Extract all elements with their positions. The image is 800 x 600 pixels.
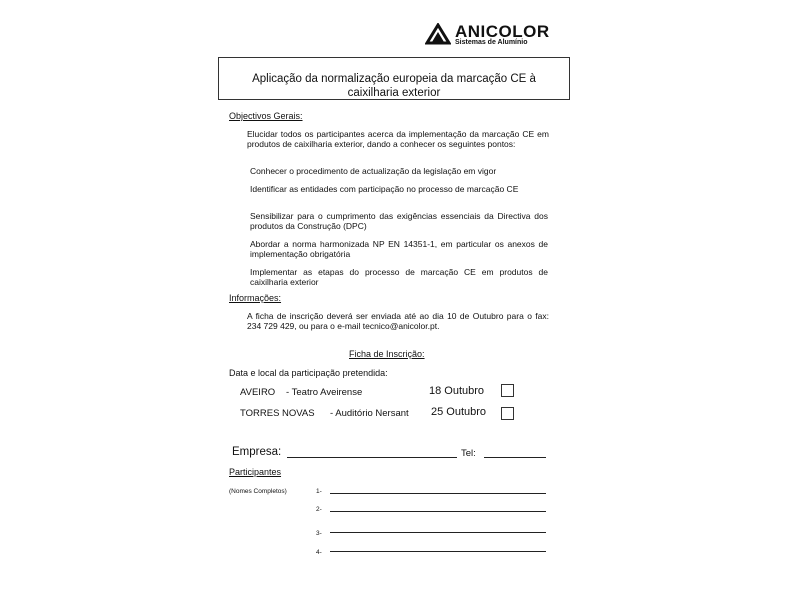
title-line-1: Aplicação da normalização europeia da marcação CE à: [252, 73, 536, 85]
objectives-intro: Elucidar todos os participantes acerca da implementação da marcação CE em produtos de caixilharia exterior, dando a conhecer os seguintes pontos:: [247, 129, 549, 149]
participants-label: Participantes: [229, 467, 282, 477]
option-torres-date: 25 Outubro: [431, 406, 487, 418]
objectives-heading: Objectivos Gerais:: [229, 111, 303, 121]
phone-label: Tel:: [461, 448, 476, 459]
date-place-label: Data e local da participação pretendida:: [229, 368, 388, 378]
info-heading: Informações:: [229, 293, 282, 303]
objective-point-4: Abordar a norma harmonizada NP EN 14351-1, em particular os anexos de implementação obrigatória: [250, 239, 548, 259]
participant-number-2: 2-: [316, 506, 322, 513]
participant-number-3: 3-: [316, 530, 322, 537]
company-field[interactable]: [287, 457, 457, 458]
form-heading: Ficha de Inscrição:: [349, 349, 425, 359]
objective-point-1: Conhecer o procedimento de actualização da legislação em vigor: [250, 166, 497, 176]
phone-field[interactable]: [484, 457, 546, 458]
participant-2-field[interactable]: [330, 511, 546, 512]
option-torres-city: TORRES NOVAS: [240, 408, 315, 419]
participant-1-field[interactable]: [330, 493, 546, 494]
company-logo: [425, 22, 555, 50]
option-aveiro-city: AVEIRO: [240, 387, 276, 398]
company-label: Empresa:: [232, 446, 282, 458]
objective-point-2: Identificar as entidades com participação no processo de marcação CE: [250, 184, 519, 194]
participant-number-4: 4-: [316, 549, 322, 556]
option-aveiro-venue: - Teatro Aveirense: [286, 387, 363, 398]
objective-point-5: Implementar as etapas do processo de marcação CE em produtos de caixilharia exterior: [250, 267, 548, 287]
option-aveiro-date: 18 Outubro: [429, 385, 485, 397]
participant-3-field[interactable]: [330, 532, 546, 533]
anicolor-logo-icon: [425, 23, 451, 49]
logo-wordmark: ANICOLOR: [455, 22, 550, 41]
objective-point-3: Sensibilizar para o cumprimento das exigências essenciais da Directiva dos produtos da Construção (DPC): [250, 211, 548, 231]
title-line-2: caixilharia exterior: [347, 87, 441, 99]
names-note: (Nomes Completos): [229, 488, 287, 495]
aveiro-checkbox[interactable]: [501, 384, 514, 397]
participant-number-1: 1-: [316, 488, 322, 495]
participant-4-field[interactable]: [330, 551, 546, 552]
info-text: A ficha de inscrição deverá ser enviada até ao dia 10 de Outubro para o fax: 234 729 429, ou para o e-mail tecnico@anicolor.pt.: [247, 311, 549, 331]
option-torres-venue: - Auditório Nersant: [330, 408, 409, 419]
torres-novas-checkbox[interactable]: [501, 407, 514, 420]
document-title: [218, 57, 570, 100]
logo-tagline: Sistemas de Alumínio: [455, 39, 528, 46]
